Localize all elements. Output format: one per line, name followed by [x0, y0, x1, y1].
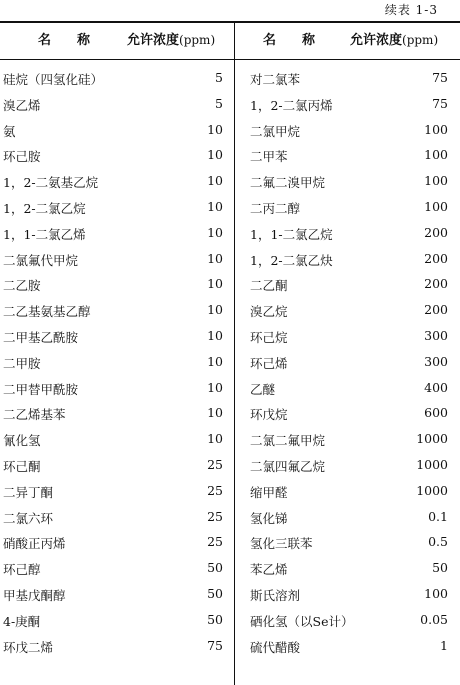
- left-allowed-concentration: 10: [207, 353, 223, 369]
- left-allowed-concentration: 10: [207, 224, 223, 240]
- header-rule: [0, 59, 460, 60]
- left-allowed-concentration: 50: [207, 560, 223, 576]
- right-substance-name: 二乙酮: [250, 278, 288, 294]
- left-substance-name: 二甲胺: [3, 355, 41, 371]
- right-allowed-concentration: 1000: [416, 482, 448, 498]
- table-row: [0, 556, 460, 582]
- right-unit-label: (ppm): [402, 33, 439, 47]
- left-allowed-concentration: 5: [215, 70, 223, 85]
- table-row: [0, 376, 460, 402]
- right-substance-name: 二氯甲烷: [250, 123, 301, 139]
- left-allowed-concentration: 10: [207, 379, 223, 395]
- right-allowed-concentration: 300: [424, 353, 448, 369]
- right-substance-name: 二氟二溴甲烷: [250, 175, 326, 191]
- right-allowed-concentration: 200: [424, 302, 448, 318]
- right-substance-name: 斯氏溶剂: [250, 587, 301, 603]
- table-row: [0, 324, 460, 350]
- left-allowed-concentration: 5: [215, 95, 223, 111]
- left-unit-label: (ppm): [179, 33, 216, 47]
- left-allowed-concentration: 10: [207, 327, 223, 343]
- table-row: [0, 350, 460, 376]
- table-row: [0, 427, 460, 453]
- right-substance-name: 1，1-二氯乙烷: [250, 226, 333, 242]
- left-substance-name: 1，1-二氯乙烯: [3, 226, 86, 242]
- right-allowed-concentration: 1: [440, 637, 448, 653]
- right-allowed-concentration: 1000: [416, 431, 448, 447]
- table-row: [0, 453, 460, 479]
- right-substance-name: 环戊烷: [250, 407, 288, 423]
- left-substance-name: 甲基戊酮醇: [3, 587, 66, 603]
- left-allowed-concentration: 10: [207, 250, 223, 266]
- left-conc-label: 允许浓度: [127, 33, 180, 48]
- left-allowed-concentration: 25: [207, 508, 223, 524]
- right-substance-name: 乙醚: [250, 381, 276, 397]
- right-allowed-concentration: 0.5: [428, 534, 448, 550]
- left-substance-name: 硝酸正丙烯: [3, 536, 66, 552]
- left-allowed-concentration: 10: [207, 147, 223, 163]
- left-substance-name: 二甲替甲酰胺: [3, 381, 79, 397]
- right-conc-header: [350, 29, 438, 48]
- right-substance-name: 对二氯苯: [250, 72, 301, 87]
- right-allowed-concentration: 600: [424, 405, 448, 421]
- left-substance-name: 二异丁酮: [3, 484, 54, 500]
- left-substance-name: 氰化氢: [3, 433, 41, 449]
- right-allowed-concentration: 75: [432, 70, 448, 85]
- right-conc-label: 允许浓度: [350, 33, 403, 48]
- left-substance-name: 环己胺: [3, 149, 41, 165]
- left-allowed-concentration: 10: [207, 431, 223, 447]
- right-allowed-concentration: 75: [432, 95, 448, 111]
- left-allowed-concentration: 10: [207, 302, 223, 318]
- table-row: [0, 247, 460, 273]
- table-row: [0, 272, 460, 298]
- left-name-header: 名 称: [38, 33, 91, 48]
- left-substance-name: 溴乙烯: [3, 97, 41, 113]
- left-substance-name: 二乙基氨基乙醇: [3, 304, 91, 320]
- right-substance-name: 苯乙烯: [250, 562, 288, 578]
- table-row: [0, 530, 460, 556]
- table-row: [0, 608, 460, 634]
- right-allowed-concentration: 200: [424, 276, 448, 292]
- right-substance-name: 环己烷: [250, 329, 288, 345]
- table-body: [0, 66, 460, 659]
- table-row: [0, 92, 460, 118]
- left-substance-name: 二甲基乙酰胺: [3, 329, 79, 345]
- table-row: [0, 401, 460, 427]
- table-row: [0, 118, 460, 144]
- table-row: [0, 634, 460, 660]
- table-row: [0, 169, 460, 195]
- right-allowed-concentration: 300: [424, 327, 448, 343]
- right-allowed-concentration: 1000: [416, 456, 448, 472]
- left-allowed-concentration: 50: [207, 611, 223, 627]
- right-allowed-concentration: 200: [424, 224, 448, 240]
- left-substance-name: 氨: [3, 123, 16, 139]
- right-name-header: 名 称: [263, 33, 316, 48]
- left-substance-name: 环己醇: [3, 562, 41, 578]
- table-row: [0, 298, 460, 324]
- left-substance-name: 环己酮: [3, 458, 41, 474]
- left-allowed-concentration: 25: [207, 534, 223, 550]
- right-allowed-concentration: 100: [424, 198, 448, 214]
- left-substance-name: 二氯氟代甲烷: [3, 252, 79, 268]
- left-allowed-concentration: 10: [207, 173, 223, 189]
- left-allowed-concentration: 10: [207, 405, 223, 421]
- right-allowed-concentration: 200: [424, 250, 448, 266]
- left-allowed-concentration: 50: [207, 585, 223, 601]
- right-allowed-concentration: 0.1: [428, 508, 448, 524]
- left-substance-name: 硅烷（四氢化硅）: [3, 72, 104, 87]
- right-allowed-concentration: 400: [424, 379, 448, 395]
- right-substance-name: 1，2-二氯丙烯: [250, 97, 333, 113]
- right-substance-name: 二丙二醇: [250, 200, 301, 216]
- right-substance-name: 二氯二氟甲烷: [250, 433, 326, 449]
- right-substance-name: 二甲苯: [250, 149, 288, 165]
- right-substance-name: 1，2-二氯乙炔: [250, 252, 333, 268]
- left-allowed-concentration: 10: [207, 276, 223, 292]
- left-substance-name: 二乙胺: [3, 278, 41, 294]
- right-substance-name: 溴乙烷: [250, 304, 288, 320]
- left-substance-name: 环戊二烯: [3, 639, 54, 655]
- right-substance-name: 氢化锑: [250, 510, 288, 526]
- left-allowed-concentration: 10: [207, 198, 223, 214]
- right-substance-name: 氢化三联苯: [250, 536, 313, 552]
- table-row: [0, 221, 460, 247]
- table-row: [0, 143, 460, 169]
- right-allowed-concentration: 0.05: [420, 611, 448, 627]
- table-row: [0, 505, 460, 531]
- left-substance-name: 1，2-二氨基乙烷: [3, 175, 99, 191]
- right-allowed-concentration: 100: [424, 173, 448, 189]
- right-allowed-concentration: 100: [424, 121, 448, 137]
- right-substance-name: 硒化氢（以Se计）: [250, 613, 354, 629]
- left-allowed-concentration: 10: [207, 121, 223, 137]
- table-row: [0, 195, 460, 221]
- table-row: [0, 479, 460, 505]
- right-substance-name: 硫代醋酸: [250, 639, 301, 655]
- table-caption: 续表 1-3: [384, 3, 438, 17]
- left-substance-name: 二氯六环: [3, 510, 54, 526]
- right-substance-name: 二氯四氟乙烷: [250, 458, 326, 474]
- left-allowed-concentration: 25: [207, 456, 223, 472]
- right-substance-name: 环己烯: [250, 355, 288, 371]
- left-substance-name: 1，2-二氯乙烷: [3, 200, 86, 216]
- left-allowed-concentration: 75: [207, 637, 223, 653]
- table-row: [0, 582, 460, 608]
- right-allowed-concentration: 50: [432, 560, 448, 576]
- top-rule: [0, 21, 460, 23]
- right-substance-name: 缩甲醛: [250, 484, 288, 500]
- left-substance-name: 4-庚酮: [3, 613, 41, 629]
- right-allowed-concentration: 100: [424, 147, 448, 163]
- table-row: [0, 66, 460, 92]
- left-substance-name: 二乙烯基苯: [3, 407, 66, 423]
- left-conc-header: [127, 29, 215, 48]
- right-allowed-concentration: 100: [424, 585, 448, 601]
- left-allowed-concentration: 25: [207, 482, 223, 498]
